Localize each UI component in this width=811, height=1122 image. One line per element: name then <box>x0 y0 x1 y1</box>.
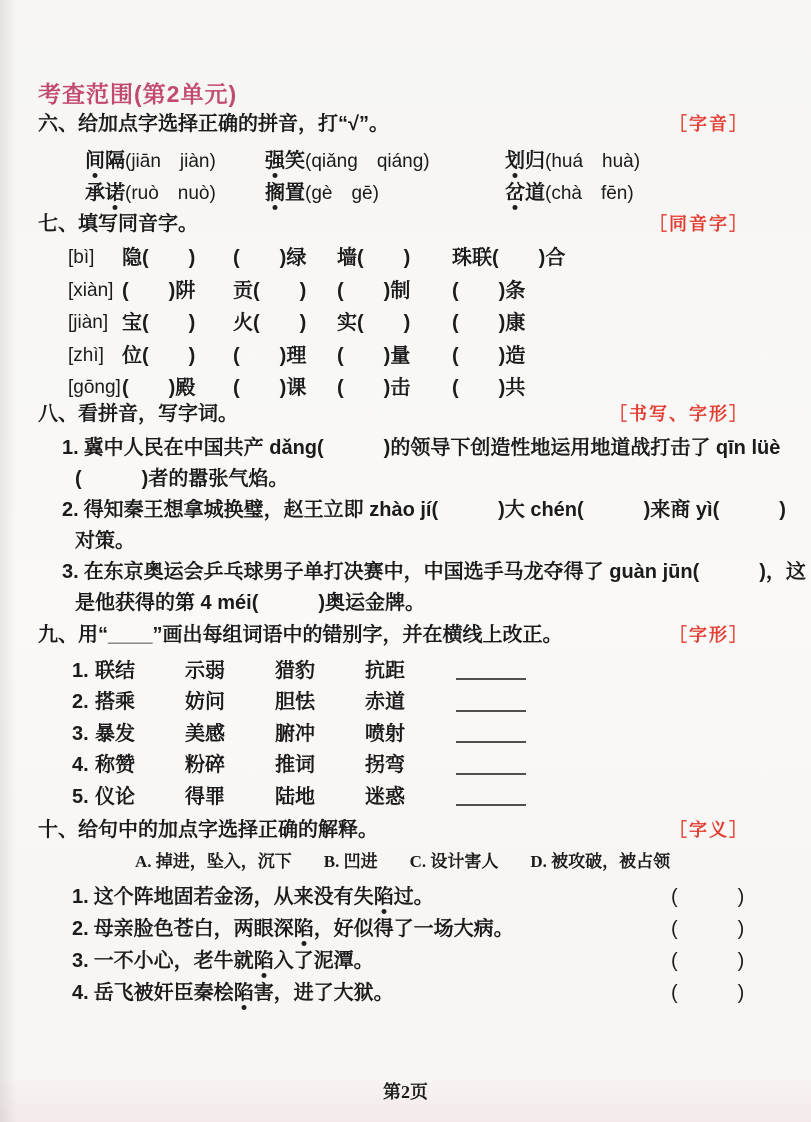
correction-underline <box>456 741 526 743</box>
word-cell: 妨问 <box>185 691 225 714</box>
fill-blank-cell: 墙( ) <box>337 247 411 269</box>
word-item: 间隔(jiān jiàn) <box>85 150 216 172</box>
section-8-heading: 八、看拼音，写字词。 <box>38 403 238 425</box>
section-7-heading: 七、填写同音字。 <box>38 213 198 235</box>
question-line: 2. 得知秦王想拿城换璧，赵王立即 zhào jí( )大 chén( )来商 yì( ) <box>62 499 786 521</box>
dotted-char: 陷 <box>373 886 394 908</box>
dotted-char: 搁 <box>265 182 285 204</box>
page-number: 第2页 <box>383 1082 428 1102</box>
word-cell: 推词 <box>275 754 315 777</box>
section-homophones <box>38 211 749 405</box>
section-pinyin-choice <box>38 111 749 209</box>
fill-blank-cell: ( )康 <box>452 312 526 334</box>
item-number: 3. <box>72 950 89 972</box>
section-9-tag-zixing: ［字形］ <box>669 625 749 645</box>
correction-underline <box>456 804 526 806</box>
word-cell: 得罪 <box>185 785 225 808</box>
word-cell: 胆怯 <box>275 691 315 714</box>
pinyin-options: (qiǎng qiáng) <box>305 151 430 172</box>
word-item: 搁置(gè gē) <box>265 182 379 204</box>
question-line: 1. 冀中人民在中国共产 dǎng( )的领导下创造性地运用地道战打击了 qīn lüè <box>62 437 781 459</box>
word-row <box>38 177 749 209</box>
fill-blank-cell: 贡( ) <box>233 279 307 302</box>
correction-underline <box>456 678 526 680</box>
word-cell: 美感 <box>185 722 225 745</box>
fill-blank-cell: ( )理 <box>233 344 307 367</box>
word-cell: 迷惑 <box>365 785 405 808</box>
item-number: 3. <box>62 561 79 583</box>
answer-blank-parens: ( ) <box>671 950 745 972</box>
word-cell: 陆地 <box>275 785 315 808</box>
word-cell: 暴发 <box>95 722 135 745</box>
question-line: 3. 在东京奥运会乒乓球男子单打决赛中，中国选手马龙夺得了 guàn jūn( )，这 <box>62 561 806 583</box>
typo-word-table <box>38 656 749 813</box>
word-row <box>38 145 749 177</box>
item-number: 4. <box>72 982 89 1004</box>
word-item: 岔道(chà fēn) <box>505 182 634 204</box>
option-a: A. 掉进，坠入，沉下 <box>135 852 292 871</box>
fill-blank-cell: 火( ) <box>233 312 307 334</box>
fill-blank-cell: ( )击 <box>337 377 411 399</box>
typo-row <box>38 656 749 687</box>
sentence-row <box>38 881 749 913</box>
section-6-word-list <box>38 145 749 209</box>
fill-blank-cell: ( )制 <box>337 279 411 302</box>
pinyin-options: (chà fēn) <box>545 183 634 204</box>
section-8-items <box>38 433 806 619</box>
dotted-char: 陷 <box>233 982 254 1004</box>
section-7-tag-tongyinzi: ［同音字］ <box>649 214 749 234</box>
answer-blank-parens: ( ) <box>671 982 745 1004</box>
answer-blank-parens: ( ) <box>671 918 745 940</box>
sentence-row <box>38 913 749 945</box>
sentence-text: 一不小心，老牛就陷入了泥潭。 <box>93 950 374 972</box>
sentence-text: 岳飞被奸臣秦桧陷害，进了大狱。 <box>93 982 394 1004</box>
section-8-tag-shuxie-zixing: ［书写、字形］ <box>609 404 749 424</box>
dotted-char: 强 <box>265 150 285 172</box>
fill-blank-cell: 隐( ) <box>122 247 196 269</box>
question-line: 对策。 <box>75 530 135 552</box>
sentence-text: 母亲脸色苍白，两眼深陷，好似得了一场大病。 <box>93 918 514 940</box>
question-line: 是他获得的第 4 méi( )奥运金牌。 <box>75 592 426 614</box>
item-number: 1. <box>62 437 79 459</box>
word-cell: 拐弯 <box>365 754 405 777</box>
answer-options <box>38 847 749 877</box>
fill-blank-cell: ( )造 <box>452 344 526 367</box>
word-cell: 称赞 <box>95 754 135 777</box>
pinyin-key: [gōng] <box>68 377 121 398</box>
homophone-row <box>38 372 749 405</box>
item-number: 1. <box>72 660 89 682</box>
homophone-row <box>38 307 749 340</box>
option-b: B. 凹进 <box>323 852 378 871</box>
item-number: 3. <box>72 722 89 745</box>
pinyin-key: [xiàn] <box>68 279 114 301</box>
section-6-heading: 六、给加点字选择正确的拼音，打“√”。 <box>38 113 389 135</box>
dotted-char: 划 <box>505 150 525 172</box>
item-number: 4. <box>72 754 89 777</box>
fill-blank-cell: ( )共 <box>452 377 526 399</box>
homophone-row <box>38 242 749 275</box>
option-c: C. 设计害人 <box>409 852 499 871</box>
fill-blank-cell: 宝( ) <box>122 312 196 334</box>
pinyin-options: (jiān jiàn) <box>125 151 216 172</box>
fill-blank-cell: ( )绿 <box>233 247 307 269</box>
sentence-list <box>38 881 749 1009</box>
page-title: 考查范围(第2单元) <box>38 81 238 107</box>
fill-blank-cell: 珠联( )合 <box>452 247 566 269</box>
dotted-char: 岔 <box>505 182 525 204</box>
word-item: 承诺(ruò nuò) <box>85 182 216 204</box>
fill-blank-cell: ( )条 <box>452 279 526 302</box>
section-10-tag-ziyi: ［字义］ <box>669 820 749 840</box>
sentence-row <box>38 977 749 1009</box>
homophone-table <box>38 242 749 405</box>
item-number: 2. <box>72 691 89 714</box>
dotted-char: 陷 <box>293 918 314 940</box>
item-number: 2. <box>62 499 79 521</box>
pinyin-options: (huá huà) <box>545 151 641 172</box>
fill-blank-cell: 实( ) <box>337 312 411 334</box>
typo-row <box>38 782 749 813</box>
word-item: 划归(huá huà) <box>505 150 641 172</box>
option-d: D. 被攻破，被占领 <box>530 852 671 871</box>
dotted-char: 诺 <box>105 182 125 204</box>
fill-blank-cell: ( )阱 <box>122 279 196 302</box>
word-cell: 猎豹 <box>275 660 315 682</box>
typo-row <box>38 687 749 718</box>
homophone-row <box>38 275 749 308</box>
typo-row <box>38 750 749 781</box>
word-cell: 联结 <box>95 660 135 682</box>
word-cell: 仪论 <box>95 785 135 808</box>
word-cell: 粉碎 <box>185 754 225 777</box>
sentence-text: 这个阵地固若金汤，从来没有失陷过。 <box>93 886 434 908</box>
correction-underline <box>456 710 526 712</box>
section-6-tag-ziyin: ［字音］ <box>669 114 749 134</box>
word-cell: 喷射 <box>365 722 405 745</box>
pinyin-options: (ruò nuò) <box>125 183 216 204</box>
fill-blank-cell: ( )课 <box>233 377 307 399</box>
item-number: 1. <box>72 886 89 908</box>
section-typo-correction <box>38 622 749 813</box>
word-cell: 示弱 <box>185 660 225 682</box>
fill-blank-cell: ( )量 <box>337 344 411 367</box>
section-write-words <box>38 401 806 619</box>
pinyin-key: [bì] <box>68 247 95 268</box>
section-10-heading: 十、给句中的加点字选择正确的解释。 <box>38 819 378 841</box>
section-9-heading: 九、用“____”画出每组词语中的错别字，并在横线上改正。 <box>38 624 563 646</box>
sentence-row <box>38 945 749 977</box>
typo-row <box>38 719 749 750</box>
item-number: 2. <box>72 918 89 940</box>
item-number: 5. <box>72 785 89 808</box>
pinyin-key: [zhì] <box>68 344 104 366</box>
section-word-meaning <box>38 817 749 1009</box>
fill-blank-cell: 位( ) <box>122 344 196 367</box>
dotted-char: 陷 <box>253 950 274 972</box>
word-cell: 腑冲 <box>275 722 315 745</box>
homophone-row <box>38 340 749 373</box>
pinyin-options: (gè gē) <box>305 183 379 204</box>
word-cell: 搭乘 <box>95 691 135 714</box>
question-line: ( )者的嚣张气焰。 <box>75 468 289 490</box>
dotted-char: 间 <box>85 150 105 172</box>
word-cell: 赤道 <box>365 691 405 714</box>
word-cell: 抗距 <box>365 660 405 682</box>
answer-blank-parens: ( ) <box>671 886 745 908</box>
pinyin-key: [jiàn] <box>68 312 109 333</box>
word-item: 强笑(qiǎng qiáng) <box>265 150 430 172</box>
correction-underline <box>456 773 526 775</box>
fill-blank-cell: ( )殿 <box>122 377 196 399</box>
